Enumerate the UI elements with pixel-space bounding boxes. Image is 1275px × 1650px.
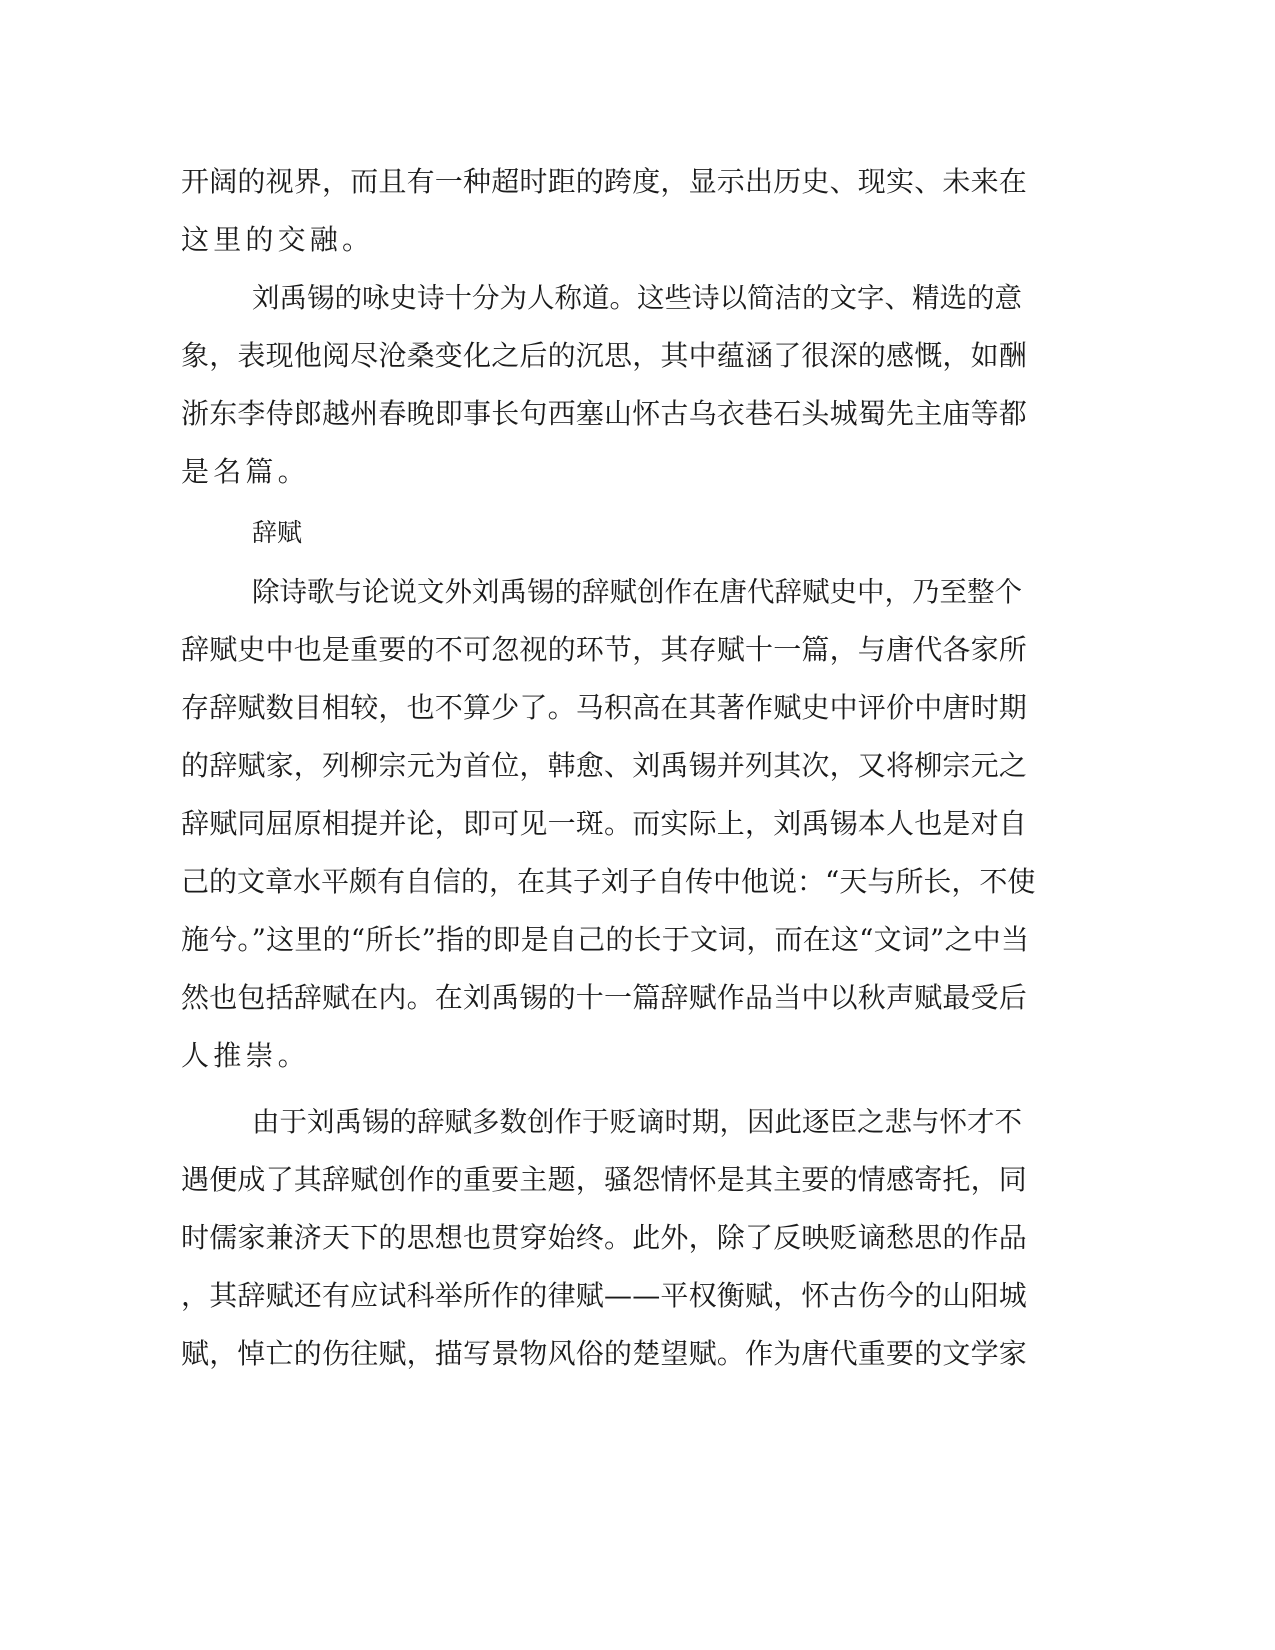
text-line: 施兮。”这里的“所长”指的即是自己的长于文词，而在这“文词”之中当: [181, 923, 1030, 956]
text-line: ，其辞赋还有应试科举所作的律赋——平权衡赋，怀古伤今的山阳城: [181, 1279, 1028, 1312]
paragraph-first-line: 除诗歌与论说文外刘禹锡的辞赋创作在唐代辞赋史中，乃至整个: [252, 576, 1022, 608]
text-line: 辞赋同屈原相提并论，即可见一斑。而实际上，刘禹锡本人也是对自: [181, 807, 1028, 840]
text-line: 存辞赋数目相较，也不算少了。马积高在其著作赋史中评价中唐时期: [181, 691, 1028, 724]
text-line: 人推崇。: [181, 1039, 310, 1072]
text-line: 己的文章水平颇有自信的，在其子刘子自传中他说：“天与所长，不使: [181, 865, 1036, 898]
text-line: 遇便成了其辞赋创作的重要主题，骚怨情怀是其主要的情感寄托，同: [181, 1163, 1028, 1196]
text-line: 辞赋史中也是重要的不可忽视的环节，其存赋十一篇，与唐代各家所: [181, 633, 1028, 666]
text-line: 赋，悼亡的伤往赋，描写景物风俗的楚望赋。作为唐代重要的文学家: [181, 1337, 1028, 1370]
section-heading: 辞赋: [252, 518, 303, 547]
text-line: 是名篇。: [181, 455, 310, 488]
text-line: 时儒家兼济天下的思想也贯穿始终。此外，除了反映贬谪愁思的作品: [181, 1221, 1028, 1254]
text-line: 开阔的视界，而且有一种超时距的跨度，显示出历史、现实、未来在: [181, 165, 1028, 198]
text-line: 浙东李侍郎越州春晚即事长句西塞山怀古乌衣巷石头城蜀先主庙等都: [181, 397, 1028, 430]
text-line: 象，表现他阅尽沧桑变化之后的沉思，其中蕴涵了很深的感慨，如酬: [181, 339, 1028, 372]
paragraph-first-line: 由于刘禹锡的辞赋多数创作于贬谪时期，因此逐臣之悲与怀才不: [252, 1106, 1022, 1138]
text-line: 这里的交融。: [181, 223, 375, 256]
text-line: 的辞赋家，列柳宗元为首位，韩愈、刘禹锡并列其次，又将柳宗元之: [181, 749, 1028, 782]
text-line: 然也包括辞赋在内。在刘禹锡的十一篇辞赋作品当中以秋声赋最受后: [181, 981, 1028, 1014]
paragraph-first-line: 刘禹锡的咏史诗十分为人称道。这些诗以简洁的文字、精选的意: [252, 282, 1022, 314]
